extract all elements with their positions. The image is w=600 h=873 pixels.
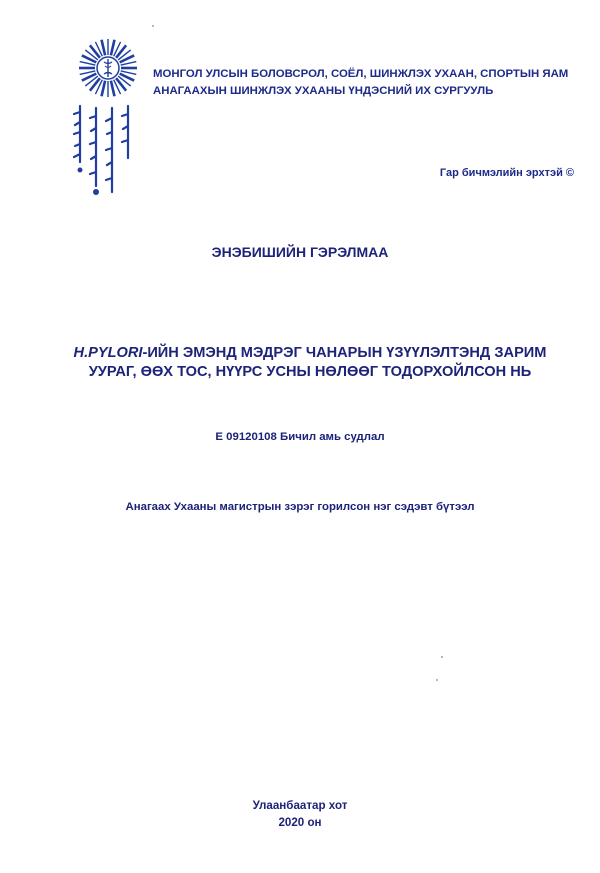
author-name: ЭНЭБИШИЙН ГЭРЭЛМАА bbox=[211, 244, 389, 260]
scan-speck bbox=[441, 656, 443, 658]
university-sun-emblem-icon bbox=[78, 38, 138, 98]
mongolian-script-name-icon bbox=[68, 102, 138, 200]
thesis-title-line1 bbox=[60, 344, 560, 363]
copyright-notice: Гар бичмэлийн эрхтэй © bbox=[439, 167, 574, 179]
scan-speck bbox=[152, 25, 154, 27]
place-and-date bbox=[0, 797, 600, 831]
thesis-title bbox=[60, 344, 560, 382]
institution-header bbox=[153, 66, 593, 100]
year: 2020 он bbox=[278, 816, 322, 829]
title-line1-rest: -ИЙН ЭМЭНД МЭДРЭГ ЧАНАРЫН ҮЗҮҮЛЭЛТЭНД ЗАРИМ bbox=[142, 345, 547, 361]
degree-statement: Анагаах Ухааны магистрын зэрэг горилсон нэг сэдэвт бүтээл bbox=[125, 501, 475, 513]
city: Улаанбаатар хот bbox=[252, 799, 348, 812]
university-name: АНАГААХЫН ШИНЖЛЭХ УХААНЫ ҮНДЭСНИЙ ИХ СУРГУУЛЬ bbox=[153, 85, 494, 97]
thesis-title-line2: УУРАГ, ӨӨХ ТОС, НҮҮРС УСНЫ НӨЛӨӨГ ТОДОРХОЙЛСОН НЬ bbox=[88, 364, 532, 380]
title-italic-part: H.PYLORI bbox=[73, 345, 143, 361]
ministry-name: МОНГОЛ УЛСЫН БОЛОВСРОЛ, СОЁЛ, ШИНЖЛЭХ УХААН, СПОРТЫН ЯАМ bbox=[153, 68, 569, 80]
specialty-code: Е 09120108 Бичил амь судлал bbox=[215, 431, 385, 443]
scan-speck bbox=[436, 679, 438, 681]
